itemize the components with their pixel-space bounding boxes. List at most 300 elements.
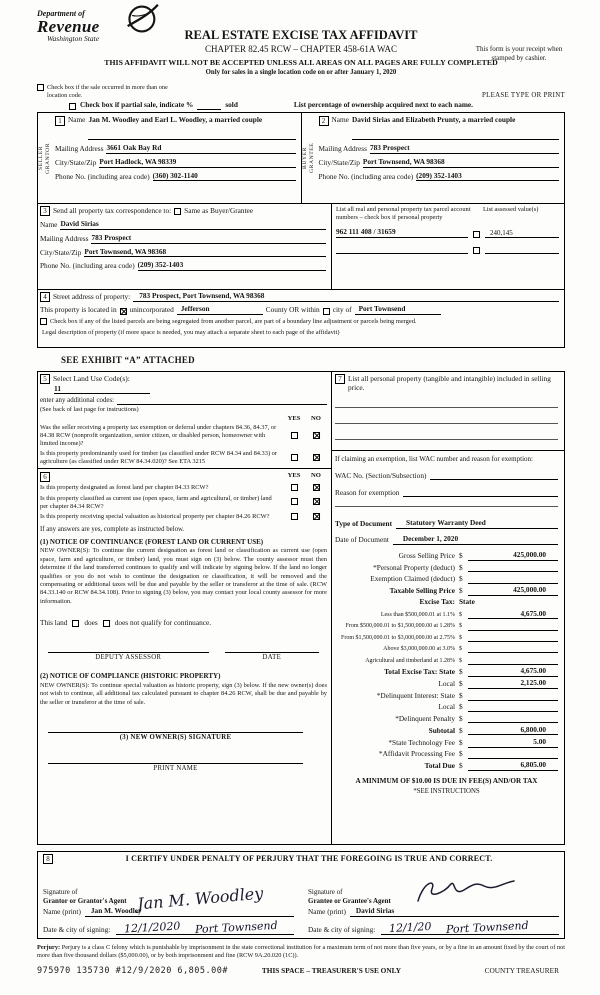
land-use-label: Select Land Use Code(s): xyxy=(53,374,130,384)
grantee-signature-labels xyxy=(308,888,396,905)
county-field[interactable]: Jefferson xyxy=(177,305,263,315)
assessed-values-header: List assessed value(s) xyxy=(483,206,539,214)
deputy-assessor-row xyxy=(40,643,327,662)
tax-row-rate-1-28 xyxy=(335,622,558,631)
rate-1-1-label: Less than $500,000.01 at 1.1% xyxy=(380,612,455,619)
receipt-note: This form is your receipt when stamped by cashier. xyxy=(475,45,563,62)
delinquent-penalty-label: *Delinquent Penalty xyxy=(395,713,455,723)
section-8-number: 8 xyxy=(43,854,53,864)
street-address-field[interactable]: 783 Prospect, Port Townsend, WA 98368 xyxy=(133,292,559,302)
rate-1-28-value[interactable] xyxy=(468,622,558,631)
correspondence-address-label: Mailing Address xyxy=(40,233,89,243)
perjury-label: Perjury: xyxy=(37,943,61,951)
delinquent-interest-local-value[interactable] xyxy=(468,703,558,712)
new-owner-signature-line[interactable] xyxy=(48,723,303,733)
grantee-name-print-label: Name (print) xyxy=(308,906,346,916)
land-does-checkbox[interactable] xyxy=(72,620,79,627)
delinquent-interest-state-value[interactable] xyxy=(468,692,558,701)
deputy-date-block xyxy=(225,643,319,662)
segregated-checkbox[interactable] xyxy=(40,318,47,325)
dollar-sign: $ xyxy=(459,657,462,664)
grantor-date-city-field[interactable] xyxy=(116,918,294,936)
rate-1-28-label: From $500,000.01 to $1,500,000.00 at 1.28% xyxy=(345,623,455,630)
if-yes-note: If any answers are yes, complete as instructed below. xyxy=(40,525,185,533)
dollar-sign: $ xyxy=(459,586,463,596)
correspondence-phone-label: Phone No. (including area code) xyxy=(40,261,135,271)
exemption-claimed-value[interactable] xyxy=(468,575,558,584)
land-use-code-field[interactable]: 11 xyxy=(54,384,150,394)
forest-yes-checkbox[interactable] xyxy=(291,484,298,491)
tax-row-delinquent-interest-local xyxy=(335,703,558,712)
personal-property-line-2[interactable] xyxy=(335,423,558,424)
historic-no-checkbox[interactable] xyxy=(313,513,320,520)
seller-address-field[interactable]: 3661 Oak Bay Rd xyxy=(106,144,295,154)
certification-text: I CERTIFY UNDER PENALTY OF PERJURY THAT THE FOREGOING IS TRUE AND CORRECT. xyxy=(125,854,493,864)
perjury-notice xyxy=(37,944,565,960)
grantor-signature-block xyxy=(43,864,294,935)
parcel-numbers-panel xyxy=(332,204,564,289)
tax-row-state-technology-fee xyxy=(335,738,558,748)
delinquent-interest-state-label: *Delinquent Interest: State xyxy=(376,690,455,700)
does-label: does xyxy=(84,618,98,628)
exemption-divider xyxy=(332,450,564,451)
rate-3-0-value[interactable] xyxy=(468,644,558,653)
excise-tax-label: Excise Tax: xyxy=(419,597,455,607)
grantee-signing-date: 12/1/20 xyxy=(388,919,433,935)
partial-sale-percent-field[interactable] xyxy=(197,102,221,110)
exemption-yes-checkbox[interactable] xyxy=(291,432,298,439)
grantee-signature-field[interactable] xyxy=(396,875,559,905)
additional-codes-label: enter any additional codes: xyxy=(40,396,115,404)
dollar-sign: $ xyxy=(459,646,462,653)
section-7-number: 7 xyxy=(335,374,345,384)
dollar-sign: $ xyxy=(459,574,463,584)
tax-row-taxable-selling-price xyxy=(335,586,558,596)
perjury-text: Perjury is a class C felony which is punishable by imprisonment in the state correctional institution for a maximum term of not more than five years, or by a fine in an amount fixed by the court of not more than five thousand dollars ($5,000.00), or by both imprisonment and fine (RCW 9A.20.020 (1C)). xyxy=(37,943,565,959)
correspondence-phone-row xyxy=(40,261,326,271)
exemption-note: If claiming an exemption, list WAC number and reason for exemption: xyxy=(335,455,533,464)
timber-yes-checkbox[interactable] xyxy=(291,454,298,461)
section-1-number: 1 xyxy=(55,116,65,126)
correspondence-city-field[interactable]: Port Townsend, WA 98368 xyxy=(84,248,326,258)
dollar-sign: $ xyxy=(459,725,463,735)
partial-sale-row xyxy=(37,101,565,110)
state-technology-fee-label: *State Technology Fee xyxy=(388,737,455,747)
buyer-phone-label: Phone No. (including area code) xyxy=(318,171,414,181)
new-owner-signature-label: (3) NEW OWNER(S) SIGNATURE xyxy=(119,734,232,742)
grantee-signature-area xyxy=(308,864,559,905)
parcel-row-2 xyxy=(336,245,559,254)
buyer-city-label: City/State/Zip xyxy=(318,157,360,167)
exhibit-a-note: SEE EXHIBIT “A” ATTACHED xyxy=(61,355,195,366)
dollar-sign: $ xyxy=(459,737,463,747)
notice-compliance-title: (2) NOTICE OF COMPLIANCE (HISTORIC PROPERTY) xyxy=(40,672,221,681)
dor-emblem-icon xyxy=(123,3,159,35)
city-field[interactable]: Port Townsend xyxy=(355,305,441,315)
seller-name-label: Name xyxy=(68,115,86,125)
grantor-name-print-label: Name (print) xyxy=(43,906,81,916)
partial-sale-sold-label: sold xyxy=(225,100,238,110)
correspondence-address-field[interactable]: 783 Prospect xyxy=(91,234,326,244)
document-date-row xyxy=(335,535,558,545)
dollar-sign: $ xyxy=(459,749,463,759)
buyer-address-label: Mailing Address xyxy=(318,144,367,154)
historic-yes-checkbox[interactable] xyxy=(291,513,298,520)
footer-row xyxy=(37,966,565,976)
logo-revenue: Revenue xyxy=(37,17,100,36)
deputy-assessor-label: DEPUTY ASSESSOR xyxy=(95,654,162,662)
buyer-fields xyxy=(317,113,565,203)
tax-row-total-excise-state xyxy=(335,667,558,677)
multi-location-label: Check box if the sale occurred in more than one location code. xyxy=(47,84,168,99)
signature-columns xyxy=(43,864,559,935)
grantee-name-print-field[interactable]: David Sirias xyxy=(350,907,559,917)
main-columns xyxy=(37,371,565,845)
seller-grantor-box xyxy=(38,113,301,203)
correspondence-name-label: Name xyxy=(40,220,58,230)
grantee-word: GRANTEE xyxy=(308,142,315,174)
unincorporated-checkbox[interactable] xyxy=(120,308,127,315)
total-excise-state-label: Total Excise Tax: State xyxy=(384,667,455,677)
seller-address-label: Mailing Address xyxy=(55,144,104,154)
excise-tax-state-word: State xyxy=(459,597,475,607)
grantor-signature-of-label: Signature of xyxy=(43,888,78,897)
timber-no-checkbox[interactable] xyxy=(313,454,320,461)
notice-compliance-body: NEW OWNER(S): To continue special valuation as historic property, sign (3) below. If the new owner(s) does not wish to continue, all additional tax calculated pursuant to chapter 84.26 RCW, shall be due and payable by the seller or transferor at the time of sale. xyxy=(40,681,327,706)
parcel-headers xyxy=(336,206,559,221)
city-checkbox[interactable] xyxy=(323,308,330,315)
buyer-grantee-box xyxy=(301,113,565,203)
seller-side-label xyxy=(38,113,53,203)
correspondence-fields xyxy=(38,204,332,289)
deputy-date-label: DATE xyxy=(262,654,282,662)
parties-section xyxy=(37,112,565,204)
affidavit-processing-fee-label: *Affidavit Processing Fee xyxy=(378,749,455,759)
county-or-within-label: County OR within xyxy=(265,305,320,315)
exemption-claimed-label: Exemption Claimed (deduct) xyxy=(370,574,455,584)
correspondence-city-label: City/State/Zip xyxy=(40,247,82,257)
tax-row-gross-selling-price xyxy=(335,551,558,561)
legal-description-label: Legal description of property (if more space is needed, you may attach a separate sheet to each page of the affidavit) xyxy=(42,329,340,337)
seller-fields xyxy=(53,113,301,203)
single-location-note: Only for sales in a single location code on or after January 1, 2020 xyxy=(205,69,397,77)
tax-computation-table xyxy=(335,549,558,771)
property-location-section xyxy=(37,290,565,348)
see-instructions-note: *SEE INSTRUCTIONS xyxy=(413,787,480,795)
section6-yes-label: YES xyxy=(287,471,301,479)
tax-row-rate-2-75 xyxy=(335,633,558,642)
total-excise-state-value[interactable]: 4,675.00 xyxy=(468,667,558,677)
gross-selling-price-label: Gross Selling Price xyxy=(398,551,455,561)
personal-property-checkbox-1[interactable] xyxy=(473,231,480,238)
grantor-word: GRANTOR xyxy=(45,142,51,174)
exemption-question-text: Was the seller receiving a property tax exemption or deferral under chapters 84.36, 84.37, or 84.38 RCW (nonprofit organization, senior citizen, or disabled person, homeowner with limited income)? xyxy=(40,424,277,448)
exemption-question-row xyxy=(40,424,327,448)
tax-row-subtotal xyxy=(335,726,558,736)
notice-continuance-body: NEW OWNER(S): To continue the current designation as forest land or classification as current use (open space, farm and agriculture, or timber) land, you must sign on (3) below. The county assessor must then determine if the land transferred continues to qualify and will indicate by signing below. If the land no longer qualifies or you do not wish to continue the designation or classification, it will be removed and the compensating or additional taxes will be due and payable by the seller or transferor at the time of sale. (RCW 84.33.140 or RCW 84.34.108). Prior to signing (3) below, you may contact your local county assessor for more information. xyxy=(40,547,327,605)
personal-property-line-1[interactable] xyxy=(335,407,558,408)
seller-city-field[interactable]: Port Hadlock, WA 98339 xyxy=(99,158,295,168)
document-type-row xyxy=(335,519,558,529)
street-address-label: Street address of property: xyxy=(53,291,131,301)
multi-location-option xyxy=(37,84,179,99)
multi-location-row xyxy=(37,84,565,100)
parcel-numbers-header: List all real and personal property tax parcel account numbers – check box if personal property xyxy=(336,206,471,221)
grantee-date-city-field[interactable] xyxy=(381,918,559,936)
document-type-label: Type of Document xyxy=(335,519,393,529)
reason-exemption-line-2[interactable] xyxy=(335,506,558,507)
treasurer-space-label: THIS SPACE – TREASURER'S USE ONLY xyxy=(261,965,402,975)
parcel-row-1 xyxy=(336,228,559,238)
grantee-signing-city: Port Townsend xyxy=(445,918,529,936)
see-back-note: (See back of last page for instructions) xyxy=(40,405,139,413)
tax-row-exemption-claimed xyxy=(335,575,558,584)
local-tax-value[interactable]: 2,125.00 xyxy=(468,679,558,689)
certification-section xyxy=(37,851,565,939)
timber-question-row xyxy=(40,450,327,466)
buyer-city-row xyxy=(319,158,560,168)
section-3-number: 3 xyxy=(40,206,50,216)
jurisdiction-row xyxy=(40,305,559,315)
seller-word: SELLER xyxy=(38,145,44,171)
buyer-name-label: Name xyxy=(331,115,349,125)
total-due-value[interactable]: 6,805.00 xyxy=(468,761,558,771)
buyer-city-field[interactable]: Port Townsend, WA 98368 xyxy=(363,158,559,168)
section-2-number: 2 xyxy=(319,116,329,126)
land-does-not-checkbox[interactable] xyxy=(103,620,110,627)
dollar-sign: $ xyxy=(459,634,462,641)
continuance-qualify-row xyxy=(40,619,327,628)
dollar-sign: $ xyxy=(459,623,462,630)
correspondence-name-field[interactable]: David Sirias xyxy=(60,220,326,230)
exemption-no-checkbox[interactable] xyxy=(313,432,320,439)
certification-header xyxy=(43,854,559,864)
taxable-selling-price-value[interactable]: 425,000.00 xyxy=(468,586,558,596)
deputy-date-line[interactable] xyxy=(225,643,319,653)
print-name-line[interactable] xyxy=(48,754,303,764)
section6-no-label: NO xyxy=(311,471,321,479)
seller-city-label: City/State/Zip xyxy=(55,157,97,167)
grantor-signature-field[interactable] xyxy=(131,875,294,914)
tax-row-rate-3-0 xyxy=(335,644,558,653)
parcel-number-field-1[interactable]: 962 111 408 / 31659 xyxy=(336,228,468,238)
rate-2-75-value[interactable] xyxy=(468,633,558,642)
forest-land-section xyxy=(38,469,331,844)
multi-location-checkbox[interactable] xyxy=(37,84,44,91)
unincorporated-label: unincorporated xyxy=(129,305,174,315)
correspondence-name-row xyxy=(40,220,326,230)
document-type-field[interactable]: Statutory Warranty Deed xyxy=(396,519,558,529)
located-in-label: This property is located in xyxy=(40,305,117,315)
correspondence-header-row xyxy=(40,206,326,216)
dollar-sign: $ xyxy=(459,761,463,771)
tax-row-rate-1-1 xyxy=(335,610,558,620)
forest-land-question-row xyxy=(40,484,327,493)
seller-phone-field[interactable]: (360) 302-1140 xyxy=(153,172,296,182)
dollar-sign: $ xyxy=(459,612,462,619)
rate-2-75-label: From $1,500,000.01 to $3,000,000.00 at 2.75% xyxy=(341,634,455,641)
seller-name-row xyxy=(55,116,296,140)
minimum-fee-note: A MINIMUM OF $10.00 IS DUE IN FEE(S) AND/OR TAX xyxy=(355,777,538,786)
land-use-code-row xyxy=(40,384,327,394)
grantor-agent-label: Grantor or Grantor's Agent xyxy=(43,896,127,905)
seller-name-field[interactable]: Jan M. Woodley and Earl L. Woodley, a married couple xyxy=(88,116,295,140)
chapter-line: CHAPTER 82.45 RCW – CHAPTER 458-61A WAC xyxy=(205,44,397,54)
grantee-name-print-row xyxy=(308,907,559,917)
tax-row-delinquent-penalty xyxy=(335,714,558,723)
cashier-stamp: 975970 135730 #12/9/2020 6,805.00# xyxy=(37,966,228,977)
personal-property-deduct-label: *Personal Property (deduct) xyxy=(373,562,455,572)
dollar-sign: $ xyxy=(459,667,463,677)
seller-city-row xyxy=(55,158,296,168)
agricultural-rate-value[interactable] xyxy=(468,656,558,665)
grantor-signing-date: 12/1/2020 xyxy=(123,919,181,936)
seller-phone-row xyxy=(55,172,296,182)
agricultural-rate-label: Agricultural and timberland at 1.28% xyxy=(365,657,455,664)
grantee-date-city-row xyxy=(308,918,559,936)
forest-no-checkbox[interactable] xyxy=(313,484,320,491)
state-technology-fee-value[interactable]: 5.00 xyxy=(468,738,558,748)
section-7-column xyxy=(332,372,564,844)
assessed-value-field-1[interactable]: 240,145 xyxy=(485,229,559,238)
tax-row-local xyxy=(335,679,558,689)
grantor-date-label: Date & city of signing: xyxy=(43,925,111,935)
section-4-number: 4 xyxy=(40,292,50,302)
send-correspondence-label: Send all property tax correspondence to: xyxy=(53,205,172,215)
dollar-sign: $ xyxy=(459,690,463,700)
grantor-signature-labels xyxy=(43,888,131,905)
land-use-header xyxy=(40,374,327,384)
partial-sale-label: Check box if partial sale, indicate % xyxy=(80,100,194,110)
dollar-sign: $ xyxy=(459,679,463,689)
city-of-label: city of xyxy=(332,305,352,315)
tax-row-delinquent-interest-state xyxy=(335,692,558,701)
buyer-word: BUYER xyxy=(301,147,308,170)
section5-yes-label: YES xyxy=(287,414,301,422)
document-date-field[interactable]: December 1, 2020 xyxy=(393,535,558,545)
buyer-name-field[interactable]: David Sirias and Elizabeth Prunty, a married couple xyxy=(352,116,559,140)
historic-question-text: Is this property receiving special valuation as historical property per chapter 84.26 RCW? xyxy=(40,513,270,521)
personal-property-line-3[interactable] xyxy=(335,439,558,440)
reason-exemption-label: Reason for exemption xyxy=(335,487,400,497)
document-date-label: Date of Document xyxy=(335,535,389,545)
correspondence-address-row xyxy=(40,234,326,244)
section5-no-label: NO xyxy=(311,414,321,422)
reason-exemption-row xyxy=(335,488,558,497)
subtotal-label: Subtotal xyxy=(428,725,455,735)
wac-number-row xyxy=(335,471,558,480)
dollar-sign: $ xyxy=(459,713,463,723)
total-due-label: Total Due xyxy=(424,761,455,771)
street-address-row xyxy=(40,292,559,302)
delinquent-interest-local-label: Local xyxy=(438,702,455,712)
rate-1-1-value[interactable]: 4,675.00 xyxy=(468,610,558,620)
personal-property-checkbox-2[interactable] xyxy=(473,247,480,254)
grantor-date-city-row xyxy=(43,918,294,936)
buyer-phone-field[interactable]: (209) 352-1403 xyxy=(416,172,559,182)
tax-row-total-due xyxy=(335,761,558,771)
buyer-address-field[interactable]: 783 Prospect xyxy=(370,144,559,154)
partial-sale-checkbox[interactable] xyxy=(69,103,76,110)
tax-row-excise-tax-state-header xyxy=(335,598,558,607)
grantor-signing-city: Port Townsend xyxy=(194,918,278,936)
dollar-sign: $ xyxy=(459,702,463,712)
personal-property-label: List all personal property (tangible and intangible) included in selling price. xyxy=(348,373,551,392)
current-use-yes-checkbox[interactable] xyxy=(291,498,298,505)
land-use-section xyxy=(38,372,331,469)
segregated-row xyxy=(40,318,559,326)
assessed-value-field-2[interactable] xyxy=(485,245,559,254)
grantee-signature-block xyxy=(308,864,559,935)
county-treasurer-label: COUNTY TREASURER xyxy=(484,965,559,975)
grantee-agent-label: Grantee or Grantee's Agent xyxy=(308,896,391,905)
grantee-date-label: Date & city of signing: xyxy=(308,925,376,935)
tax-correspondence-section xyxy=(37,204,565,290)
current-use-no-checkbox[interactable] xyxy=(313,498,320,505)
subtotal-value[interactable]: 6,800.00 xyxy=(468,726,558,736)
personal-property-deduct-value[interactable] xyxy=(468,563,558,572)
buyer-address-row xyxy=(319,144,560,154)
this-land-label: This land xyxy=(40,618,68,628)
left-column xyxy=(38,372,332,844)
current-use-question-text: Is this property classified as current use (open space, farm and agricultural, or timber) land per chapter 84.34 RCW? xyxy=(40,494,272,510)
section-6-number: 6 xyxy=(40,472,50,482)
buyer-name-row xyxy=(319,116,560,140)
additional-codes-field[interactable] xyxy=(117,396,327,405)
historic-question-row xyxy=(40,513,327,522)
correspondence-phone-field[interactable]: (209) 352-1403 xyxy=(138,261,326,271)
parcel-number-field-2[interactable] xyxy=(336,245,468,254)
wac-number-field[interactable] xyxy=(430,471,558,480)
delinquent-penalty-value[interactable] xyxy=(468,714,558,723)
timber-question-text: Is this property predominantly used for timber (as classified under RCW 84.34 and 84.33) or agriculture (as classified under RCW 84.34.020)? See ETA 3215 xyxy=(40,450,277,466)
current-use-question-row xyxy=(40,495,327,511)
dollar-sign: $ xyxy=(459,562,463,572)
does-not-label: does not qualify for continuance. xyxy=(114,618,212,628)
form-header xyxy=(37,8,565,84)
same-as-buyer-checkbox[interactable] xyxy=(174,208,181,215)
new-owner-signature-block xyxy=(48,723,303,742)
logo-department-of: Department of xyxy=(37,9,85,18)
segregated-note: Check box if any of the listed parcels are being segregated from another parcel, are part of a boundary line adjustment or parcels being merged. xyxy=(50,317,417,325)
logo-washington-state: Washington State xyxy=(47,34,100,43)
ownership-percentage-note: List percentage of ownership acquired next to each name. xyxy=(293,100,473,110)
print-name-block xyxy=(48,754,303,773)
buyer-phone-row xyxy=(319,172,560,182)
affidavit-processing-fee-value[interactable] xyxy=(468,750,558,759)
gross-selling-price-value[interactable]: 425,000.00 xyxy=(468,551,558,561)
tax-row-agricultural-rate xyxy=(335,656,558,665)
section5-yes-no-header xyxy=(40,415,327,423)
dor-logo xyxy=(37,10,167,43)
grantee-signature-of-label: Signature of xyxy=(308,888,343,897)
tax-row-personal-property-deduct xyxy=(335,563,558,572)
grantor-name-print-field[interactable]: Jan M. Woodley xyxy=(85,907,294,917)
deputy-assessor-block xyxy=(48,643,209,662)
dollar-sign: $ xyxy=(459,551,463,561)
deputy-assessor-signature-line[interactable] xyxy=(48,643,209,653)
rate-3-0-label: Above $3,000,000.00 at 3.0% xyxy=(383,646,455,653)
seller-address-row xyxy=(55,144,296,154)
grantee-signature xyxy=(410,877,520,907)
seller-phone-label: Phone No. (including area code) xyxy=(55,171,150,181)
reason-exemption-field[interactable] xyxy=(403,488,558,497)
form-title: REAL ESTATE EXCISE TAX AFFIDAVIT xyxy=(184,28,418,42)
taxable-selling-price-label: Taxable Selling Price xyxy=(389,586,455,596)
forest-land-question-text: Is this property designated as forest land per chapter 84.33 RCW? xyxy=(40,484,209,492)
local-tax-label: Local xyxy=(438,679,455,689)
please-type-or-print-label: PLEASE TYPE OR PRINT xyxy=(481,92,565,99)
